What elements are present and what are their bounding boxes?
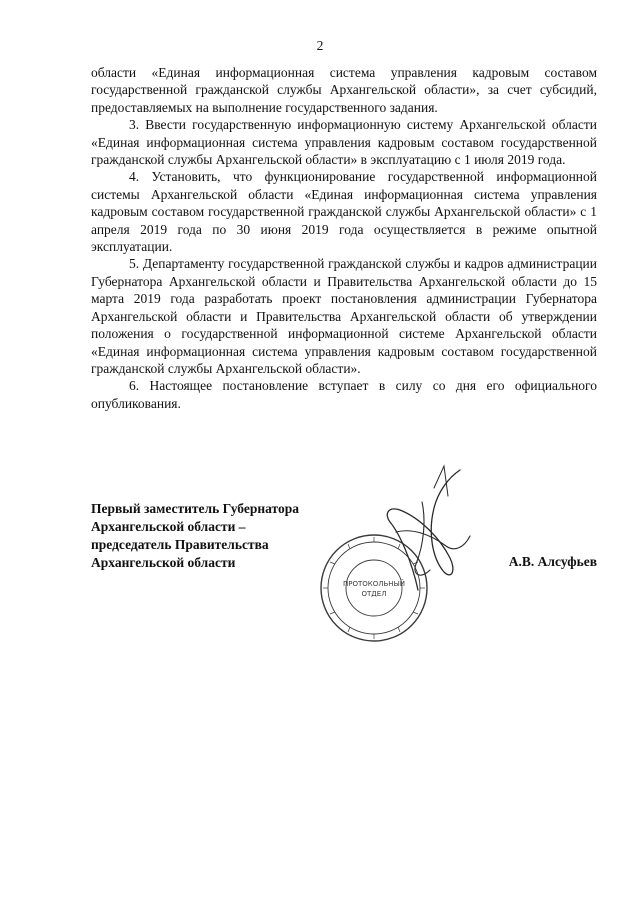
paragraph-item-6: 6. Настоящее постановление вступает в силу со дня его официального опубликования. [91, 378, 597, 411]
paragraph-item-3: 3. Ввести государственную информационную систему Архангельской области «Единая информационная система управления кадровым составом государственной гражданской службы Архангельской области» в эксплуатацию с 1 июля 2019 года. [91, 117, 597, 168]
paragraph-continuation: области «Единая информационная система управления кадровым составом государственной гражданской службы Архангельской области», за счет субсидий, предоставляемых на выполнение государственного задания. [91, 65, 597, 115]
paragraph-item-4: 4. Установить, что функционирование государственной информационной системы Архангельской области «Единая информационная система управления кадровым составом государственной гражданской службы Архангельской области» с 1 апреля 2019 года по 30 июня 2019 года осуществляется в режиме опытной эксплуатации. [91, 169, 597, 255]
stamp-center-text: ОТДЕЛ [361, 590, 387, 598]
paragraph-item-5: 5. Департаменту государственной гражданской службы и кадров администрации Губернатора Архангельской области и Правительства Архангельской области до 15 марта 2019 года разработать проект постановления администрации Губернатора Архангельской области и Правительства Архангельской области об утверждении положения о государственной информационной системе Архангельской области «Единая информационная система управления кадровым составом государственной гражданской службы Архангельской области». [91, 256, 597, 376]
document-body [91, 64, 597, 412]
handwritten-signature-icon [360, 462, 480, 602]
signer-title-line: Архангельской области – [91, 519, 246, 534]
signer-title-block [91, 500, 299, 572]
signer-title-line: председатель Правительства [91, 537, 269, 552]
signer-title-line: Архангельской области [91, 555, 236, 570]
signer-title-line: Первый заместитель Губернатора [91, 501, 299, 516]
page-number: 2 [316, 38, 324, 53]
stamp-center-text: ПРОТОКОЛЬНЫЙ [342, 580, 406, 588]
signer-name: А.В. Алсуфьев [508, 554, 597, 569]
